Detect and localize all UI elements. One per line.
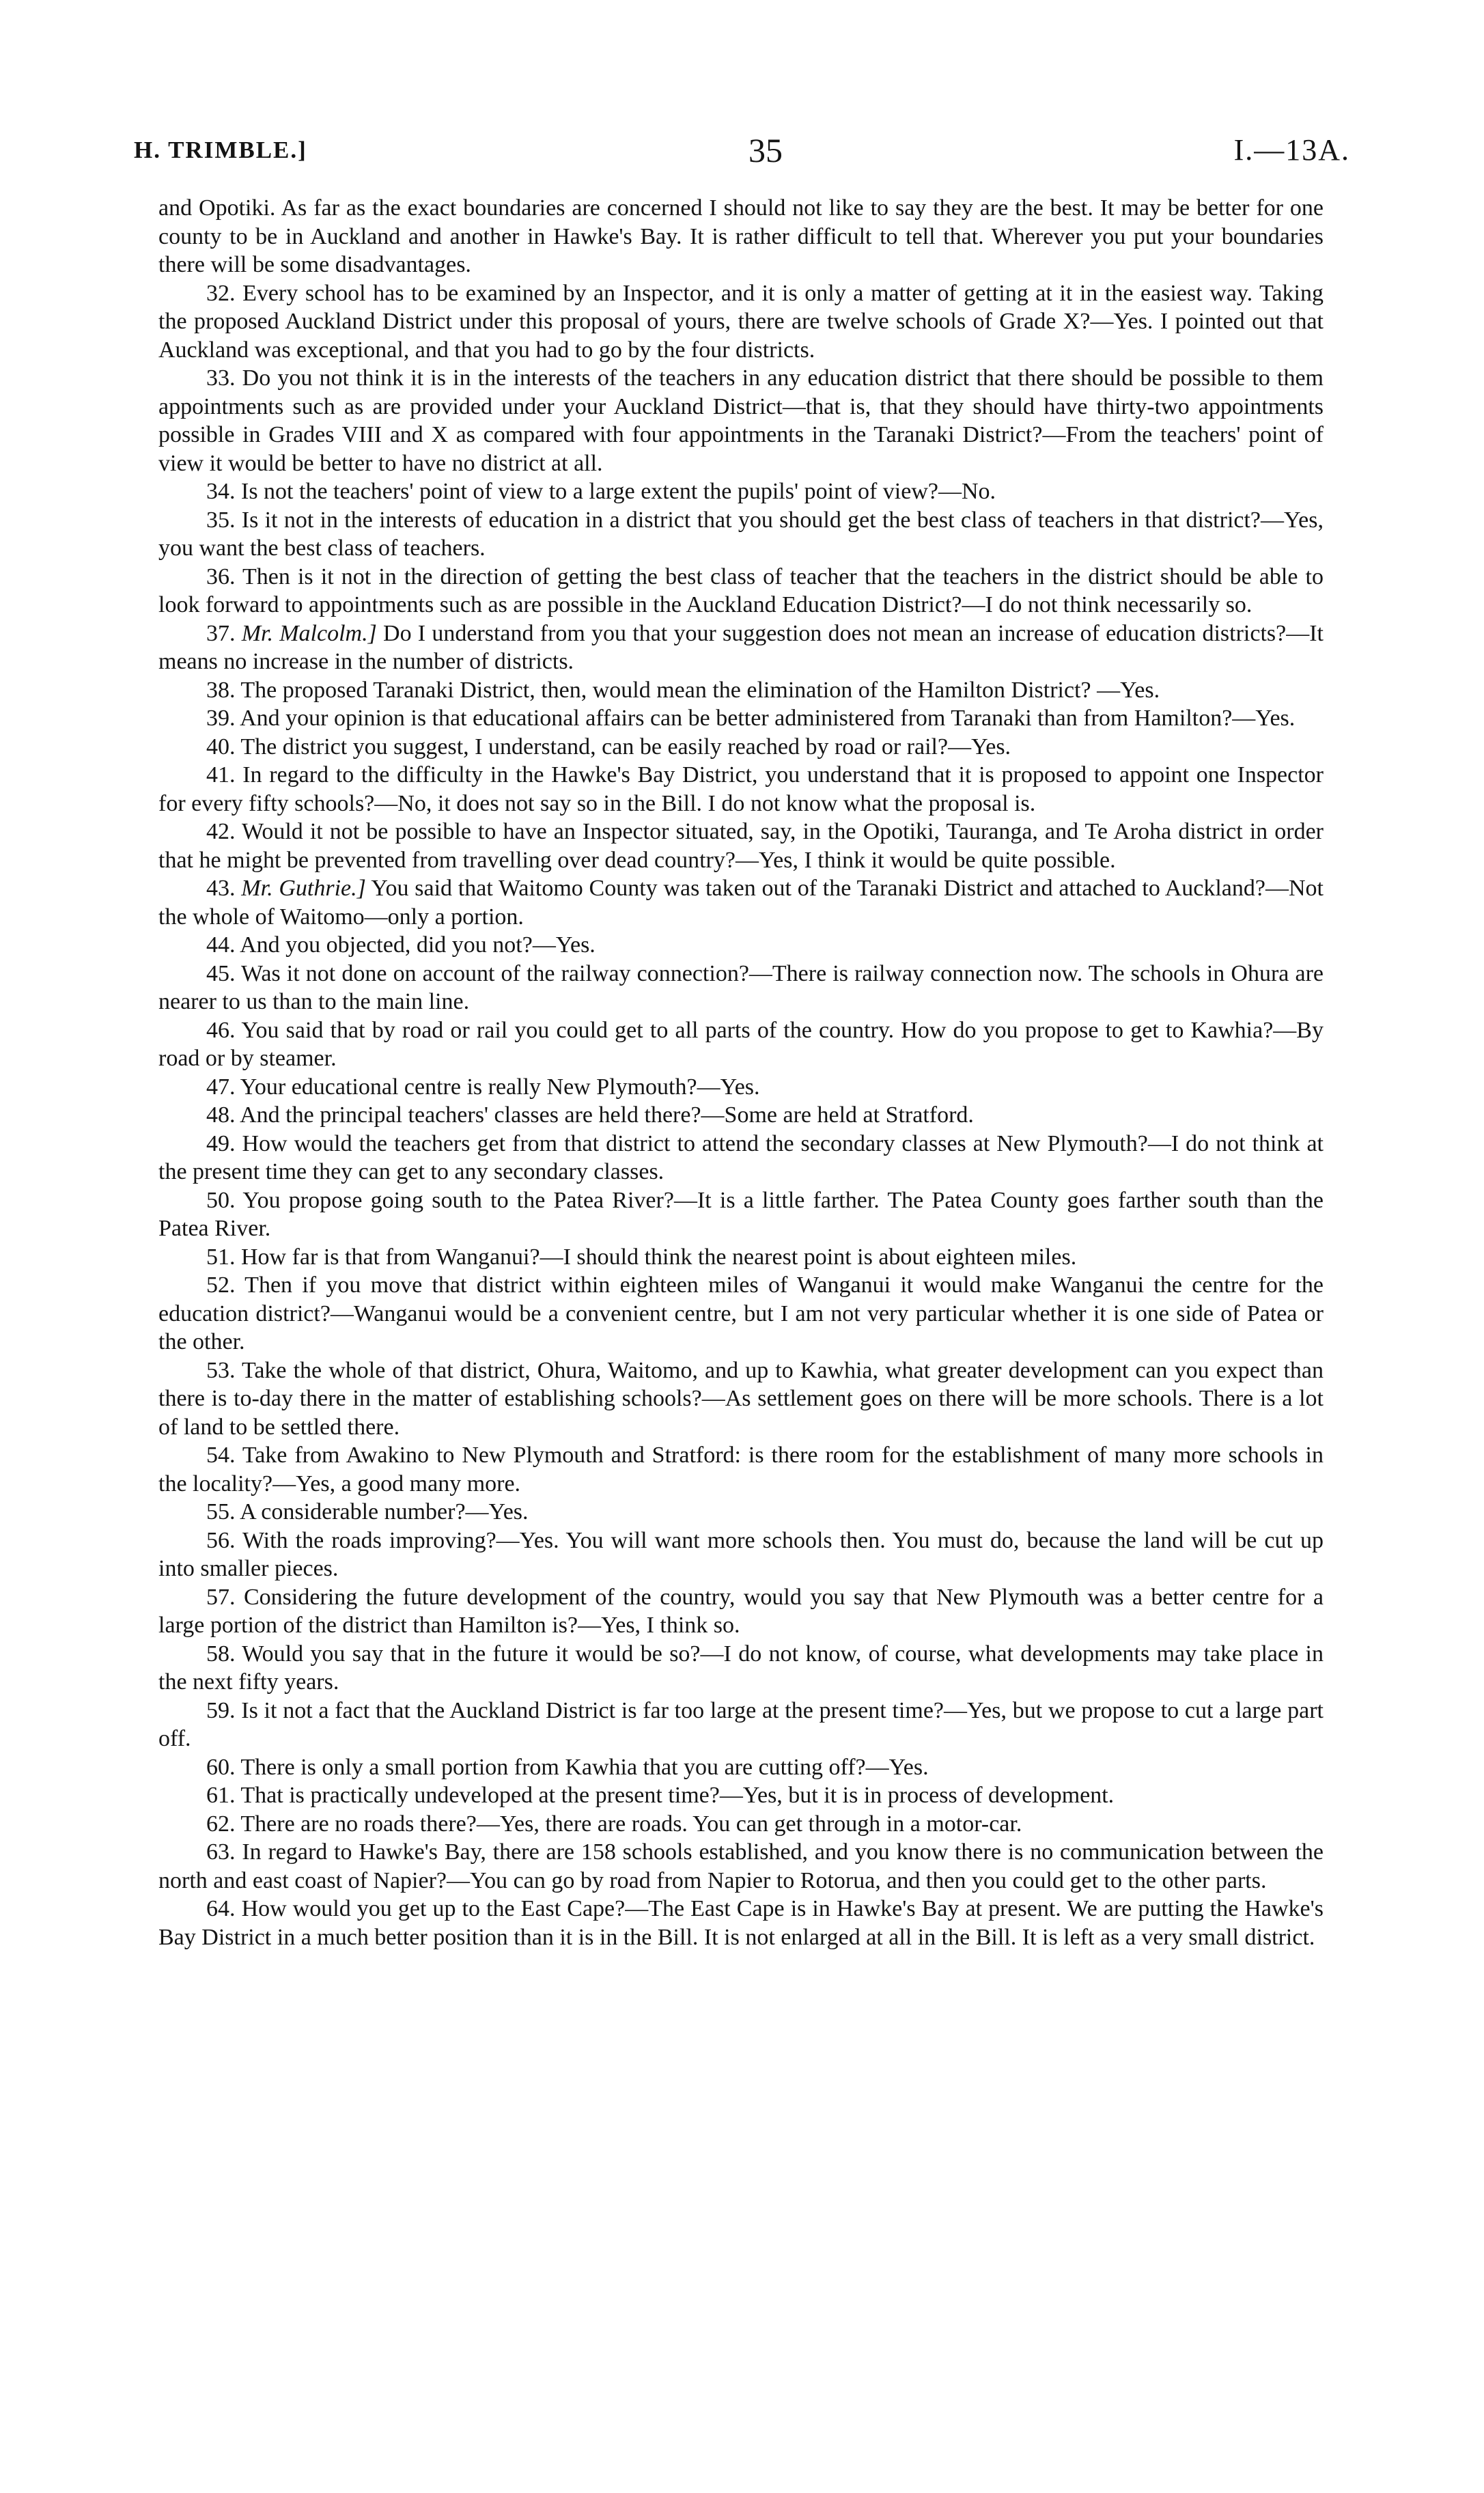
paragraph: 35. Is it not in the interests of education in a district that you should get the best class of teachers in that district?—Yes, you want the best class of teachers. (158, 507, 1324, 561)
paragraph: 46. You said that by road or rail you could get to all parts of the country. How do you propose to get to Kawhia?—By road or by steamer. (158, 1017, 1324, 1071)
running-header-witness: H. TRIMBLE.] (134, 137, 307, 163)
paragraph: 64. How would you get up to the East Cape?—The East Cape is in Hawke's Bay at present. We are putting the Hawke's Bay District in a much better position than it is in the Bill. It is not enlarged at all in the Bill. It is left as a very small district. (158, 1896, 1324, 1950)
paragraph: 55. A considerable number?—Yes. (206, 1499, 529, 1524)
question-number: 43. (206, 876, 236, 901)
paragraph: 51. How far is that from Wanganui?—I should think the nearest point is about eighteen miles. (206, 1244, 1077, 1270)
paragraph: 38. The proposed Taranaki District, then, would mean the elimination of the Hamilton District? —Yes. (206, 677, 1160, 703)
paragraph: 36. Then is it not in the direction of getting the best class of teacher that the teachers in the district should be able to look forward to appointments such as are possible in the Auckland Education District?—I do not think necessarily so. (158, 563, 1324, 617)
paragraph (158, 874, 1324, 931)
paragraph: 61. That is practically undeveloped at the present time?—Yes, but it is in process of development. (206, 1783, 1115, 1808)
paragraph: 56. With the roads improving?—Yes. You will want more schools then. You must do, because the land will be cut up into smaller pieces. (158, 1527, 1324, 1581)
paragraph-text: You said that Waitomo County was taken out of the Taranaki District and attached to Auckland?—Not the whole of Waitomo—only a portion. (158, 876, 1324, 930)
paragraph: 41. In regard to the difficulty in the Hawke's Bay District, you understand that it is proposed to appoint one Inspector for every fifty schools?—No, it does not say so in the Bill. I do not know what the proposal is. (158, 762, 1324, 816)
paragraph: 54. Take from Awakino to New Plymouth and Stratford: is there room for the establishment of many more schools in the locality?—Yes, a good many more. (158, 1443, 1324, 1496)
paragraph: 49. How would the teachers get from that district to attend the secondary classes at New Plymouth?—I do not think at the present time they can get to any secondary classes. (158, 1130, 1324, 1184)
paragraph (158, 619, 1324, 676)
paragraph: 39. And your opinion is that educational affairs can be better administered from Taranaki than from Hamilton?—Yes. (206, 706, 1296, 731)
paragraph: 47. Your educational centre is really New Plymouth?—Yes. (206, 1074, 760, 1100)
paragraph: 58. Would you say that in the future it would be so?—I do not know, of course, what developments may take place in the next fifty years. (158, 1641, 1324, 1695)
paragraph: 60. There is only a small portion from Kawhia that you are cutting off?—Yes. (206, 1754, 929, 1780)
paragraph: 45. Was it not done on account of the railway connection?—There is railway connection now. The schools in Ohura are nearer to us than to the main line. (158, 960, 1324, 1014)
paragraph: 32. Every school has to be examined by an Inspector, and it is only a matter of getting at it in the easiest way. Taking the proposed Auckland District under this proposal of yours, there are twelve schools of Grade X?—Yes. I pointed out that Auckland was exceptional, and that you had to go by the four districts. (158, 280, 1324, 363)
paragraph: 62. There are no roads there?—Yes, there are roads. You can get through in a motor-car. (206, 1811, 1022, 1837)
paragraph: 33. Do you not think it is in the interests of the teachers in any education district that there should be possible to them appointments such as are provided under your Auckland District—that is, that they should have thirty-two appointments possible in Grades VIII and X as compared with four appointments in the Taranaki District?—From the teachers' point of view it would be better to have no district at all. (158, 365, 1324, 476)
questioner: Mr. Malcolm.] (241, 620, 377, 646)
paragraph: 48. And the principal teachers' classes are held there?—Some are held at Stratford. (206, 1102, 974, 1128)
page-number: 35 (748, 131, 783, 169)
document-reference: I.—13A. (1233, 133, 1350, 167)
body-text (158, 194, 1324, 1951)
paragraph: 59. Is it not a fact that the Auckland District is far too large at the present time?—Yes, but we propose to cut a large part off. (158, 1697, 1324, 1751)
paragraph: 44. And you objected, did you not?—Yes. (206, 932, 596, 958)
paragraph: 52. Then if you move that district within eighteen miles of Wanganui it would make Wanganui the centre for the education district?—Wanganui would be a convenient centre, but I am not very particular whether it is one side of Patea or the other. (158, 1272, 1324, 1354)
question-number: 37. (206, 620, 236, 646)
paragraph: 57. Considering the future development of the country, would you say that New Plymouth was a better centre for a large portion of the district than Hamilton is?—Yes, I think so. (158, 1584, 1324, 1638)
paragraph: 34. Is not the teachers' point of view to a large extent the pupils' point of view?—No. (206, 479, 996, 504)
paragraph: and Opotiki. As far as the exact boundaries are concerned I should not like to say they are the best. It may be better for one county to be in Auckland and another in Hawke's Bay. It is rather difficult to tell that. Wherever you put your boundaries there will be some disadvantages. (158, 195, 1324, 277)
paragraph: 50. You propose going south to the Patea River?—It is a little farther. The Patea County goes farther south than the Patea River. (158, 1187, 1324, 1241)
paragraph: 40. The district you suggest, I understand, can be easily reached by road or rail?—Yes. (206, 734, 1011, 760)
paragraph: 53. Take the whole of that district, Ohura, Waitomo, and up to Kawhia, what greater development can you expect than there is to-day there in the matter of establishing schools?—As settlement goes on there will be more schools. There is a lot of land to be settled there. (158, 1357, 1324, 1440)
paragraph: 63. In regard to Hawke's Bay, there are 158 schools established, and you know there is no communication between the north and east coast of Napier?—You can go by road from Napier to Rotorua, and then you could get to the other parts. (158, 1839, 1324, 1893)
questioner: Mr. Guthrie.] (241, 876, 366, 901)
paragraph: 42. Would it not be possible to have an Inspector situated, say, in the Opotiki, Tauranga, and Te Aroha district in order that he might be prevented from travelling over dead country?—Yes, I think it would be quite possible. (158, 819, 1324, 873)
paragraph-text: Do I understand from you that your suggestion does not mean an increase of education districts?—It means no increase in the number of districts. (158, 620, 1324, 674)
